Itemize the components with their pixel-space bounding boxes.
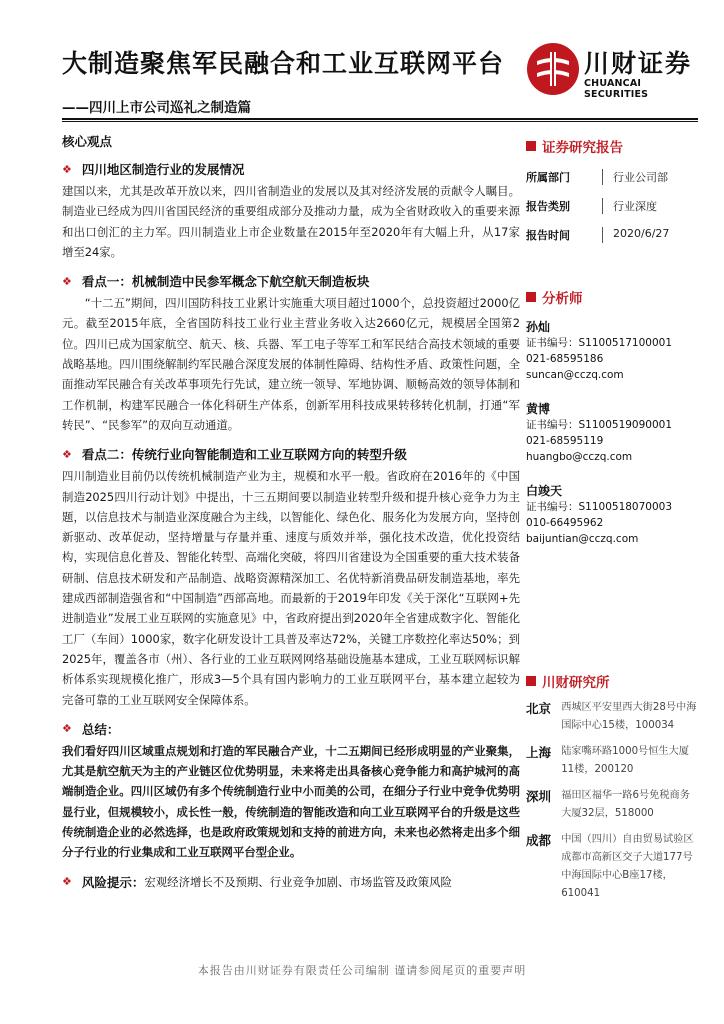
- diamond-bullet-icon: ❖: [62, 875, 72, 889]
- section-body: “十二五”期间，四川国防科技工业累计实施重大项目超过1000个，总投资超过2000亿元。截至2015年底，全省国防科技工业行业主营业务收入达2660亿元，规模居全国第2位。四川已成为国家航空、航天、核、兵器、军工电子等军工和军民结合高技术领域的重要战略基地。四川围绕解制约军民融合深度发展的体制性障碍、结构性矛盾、政策性问题，全面推动军民融合有关改革事项先行先试，建立统一领导、军地协调、顺畅高效的领导体制和工作机制，构建军民融合一体化科研生产体系，创新军用科技成果转移转化机制，打通“军转民”、“民参军”的双向互动通道。: [62, 296, 520, 432]
- header-divider-thin: [62, 121, 698, 122]
- risk-label: 风险提示：: [81, 874, 145, 890]
- analyst-phone: 021-68595119: [526, 435, 604, 447]
- section-heading: [62, 272, 520, 290]
- analyst-card: [526, 483, 698, 547]
- analyst-name: 孙灿: [526, 320, 551, 334]
- section-title: 四川地区制造行业的发展情况: [81, 162, 245, 177]
- address-text: 中国（四川）自由贸易试验区成都市高新区交子大道177号中海国际中心B座17楼，610041: [561, 834, 694, 899]
- square-bullet-icon: [526, 292, 536, 302]
- square-bullet-icon: [526, 676, 536, 686]
- analyst-cert: 证书编号：S1100519090001: [526, 419, 673, 431]
- analyst-email[interactable]: suncan@cczq.com: [526, 369, 624, 381]
- summary-body: 我们看好四川区域重点规划和打造的军民融合产业，十二五期间已经形成明显的产业聚集，尤其是航空航天为主的产业链区位优势明显，未来将走出具备核心竞争能力和高护城河的高端制造企业。四川区域仍有多个传统制造行业中小而美的公司，在细分子行业中竞争优势明显行业，但规模较小，成长性一般，传统制造的智能改造和向工业互联网平台的升级是这些传统制造企业的必然选择，也是政府政策规划和支持的前进方向，未来也必然将走出多个细分子行业的行业集成和工业互联网平台型企业。: [62, 743, 520, 860]
- analyst-card: [526, 401, 698, 465]
- address-city: 北京: [526, 701, 552, 716]
- section-body: 建国以来，尤其是改革开放以来，四川省制造业的发展以及其对经济发展的贡献令人瞩目。制造业已经成为四川省国民经济的重要组成部分及推动力量，成为全省财政收入的重要来源和出口创汇的主力军。四川制造业上市企业数量在2015年至2020年有大幅上升，从17家增至24家。: [62, 184, 520, 259]
- info-row-dept: 所属部门 行业公司部: [526, 171, 668, 184]
- address-text: 福田区福华一路6号免税商务大厦32层，518000: [561, 790, 690, 819]
- risk-text: 宏观经济增长不及预期、行业竞争加剧、市场监管及政策风险: [144, 874, 452, 889]
- section-title: 总结：: [81, 721, 120, 737]
- address-text: 陆家嘴环路1000号恒生大厦11楼，200120: [561, 746, 689, 775]
- analyst-name: 白竣天: [526, 484, 563, 498]
- section-heading: [62, 445, 520, 463]
- analyst-email[interactable]: huangbo@cczq.com: [526, 451, 633, 463]
- logo-text-en: CHUANCAI SECURITIES: [584, 78, 649, 100]
- address-city: 成都: [526, 833, 552, 848]
- info-row-time: 报告时间 2020/6/27: [526, 227, 670, 242]
- section-heading: [62, 160, 520, 178]
- sidebar: [526, 136, 698, 903]
- address-text: 西城区平安里西大街28号中海国际中心15楼，100034: [561, 702, 697, 731]
- diamond-bullet-icon: ❖: [62, 722, 72, 736]
- report-subtitle: ——四川上市公司巡礼之制造篇: [62, 100, 251, 116]
- address-block: [526, 831, 698, 903]
- analyst-phone: 010-66495962: [526, 517, 604, 529]
- diamond-bullet-icon: ❖: [62, 162, 72, 176]
- analyst-name: 黄博: [526, 402, 551, 416]
- square-bullet-icon: [526, 141, 536, 151]
- info-row-category: 报告类别 行业深度: [526, 200, 657, 213]
- diamond-bullet-icon: ❖: [62, 274, 72, 288]
- diamond-bullet-icon: ❖: [62, 447, 72, 461]
- analyst-heading: 分析师: [526, 287, 698, 307]
- address-block: [526, 699, 698, 735]
- risk-note: [62, 873, 520, 891]
- analyst-card: [526, 319, 698, 383]
- company-logo: [526, 38, 696, 98]
- main-column: [62, 128, 520, 891]
- analyst-email[interactable]: baijuntian@cczq.com: [526, 533, 639, 545]
- analyst-cert: 证书编号：S1100517100001: [526, 337, 673, 349]
- logo-text-cn: 川财证券: [584, 49, 693, 78]
- logo-mark-icon: [526, 42, 580, 96]
- analyst-cert: 证书编号：S1100518070003: [526, 501, 673, 513]
- institute-heading: 川财研究所: [526, 671, 698, 691]
- analyst-phone: 021-68595186: [526, 353, 604, 365]
- header-divider: [62, 118, 698, 120]
- section-title: 看点一：机械制造中民参军概念下航空航天制造板块: [81, 274, 370, 290]
- report-type-heading: 证券研究报告: [526, 136, 698, 156]
- address-block: [526, 743, 698, 779]
- report-title: 大制造聚焦军民融合和工业互联网平台: [62, 49, 505, 78]
- section-body: 四川制造业目前仍以传统机械制造产业为主，规模和水平一般。省政府在2016年的《中国制造2025四川行动计划》中提出，十三五期间要以制造业转型升级和提升核心竞争力为主题，以信息技术与制造业深度融合为主线，以智能化、绿色化、服务化为发展方向，坚持创新驱动、改革促动，坚持增量与存量并重、速度与质效并举，强化技术改造，优化投资结构，实现信息化普及、智能化转型、高端化突破，将四川省建设为全国重要的重大技术装备研制、信息技术研发和产品制造、战略资源精深加工、名优特新消费品研发制造基地，率先建成西部制造强省和“中国制造”西部高地。而最新的于2019年印发《关于深化“互联网+先进制造业”发展工业互联网的实施意见》中，省政府提出到2020年全省建成数字化、智能化工厂（车间）1000家，数字化研发设计工具普及率达72%，关键工序数控化率达50%；到2025年，覆盖各市（州）、各行业的工业互联网网络基础设施基本建成，工业互联网标识解析体系实现规模化推广，形成3—5个具有国内影响力的工业互联网平台，基本建立起较为完备可靠的工业互联网安全保障体系。: [62, 469, 520, 707]
- address-city: 深圳: [526, 789, 552, 804]
- section-title: 看点二：传统行业向智能制造和工业互联网方向的转型升级: [81, 447, 407, 463]
- footer-disclaimer: 本报告由川财证券有限责任公司编制 谨请参阅尾页的重要声明: [197, 964, 527, 977]
- address-block: [526, 787, 698, 823]
- section-heading: [62, 720, 520, 738]
- address-city: 上海: [526, 745, 552, 760]
- core-view-label: 核心观点: [62, 134, 113, 149]
